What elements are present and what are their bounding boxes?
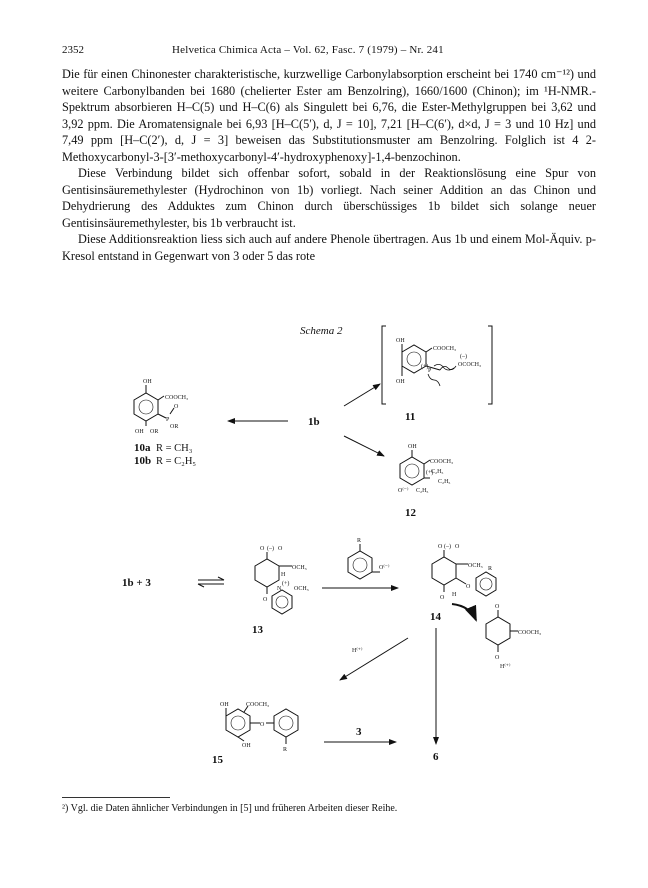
svg-text:C₂H₅: C₂H₅ xyxy=(438,479,451,485)
svg-text:OH: OH xyxy=(220,702,229,708)
svg-text:COOCH₃: COOCH₃ xyxy=(433,346,457,352)
svg-text:O: O xyxy=(278,546,283,552)
compound-13 xyxy=(255,545,309,614)
svg-text:(–): (–) xyxy=(460,354,467,360)
svg-text:R: R xyxy=(283,747,288,753)
compound-14 xyxy=(432,543,496,601)
phenolate-reagent xyxy=(348,538,390,579)
svg-text:OH: OH xyxy=(396,379,405,385)
svg-text:(–): (–) xyxy=(267,546,274,552)
journal-running-title: Helvetica Chimica Acta – Vol. 62, Fasc. 7 (1979) – Nr. 241 xyxy=(172,44,444,56)
svg-text:H⁽⁺⁾: H⁽⁺⁾ xyxy=(500,664,511,670)
label-10a: 10a xyxy=(134,442,151,454)
scheme-2-figure xyxy=(62,320,596,790)
r-10b: R = C₂H₅ xyxy=(156,456,197,467)
svg-text:C₂H₅: C₂H₅ xyxy=(431,469,444,475)
svg-text:P: P xyxy=(428,368,432,374)
svg-text:O: O xyxy=(495,655,500,661)
body-text xyxy=(62,66,596,264)
compound-15 xyxy=(220,702,298,753)
svg-text:P: P xyxy=(166,417,170,423)
svg-text:OCOCH₃: OCOCH₃ xyxy=(458,362,482,368)
svg-text:OH: OH xyxy=(135,429,144,435)
svg-text:OCH₃: OCH₃ xyxy=(468,563,483,569)
svg-text:(+): (+) xyxy=(426,470,434,476)
svg-text:O: O xyxy=(263,597,268,603)
svg-text:COOCH₃: COOCH₃ xyxy=(430,459,454,465)
arrow-to-12 xyxy=(344,436,384,456)
svg-text:O: O xyxy=(260,722,265,728)
svg-text:H: H xyxy=(452,592,457,598)
svg-text:O: O xyxy=(438,544,443,550)
svg-text:O: O xyxy=(466,584,471,590)
svg-text:OCH₃: OCH₃ xyxy=(294,586,309,592)
compound-12 xyxy=(398,444,453,494)
svg-text:OH: OH xyxy=(242,743,251,749)
svg-text:R: R xyxy=(357,538,362,544)
svg-text:OH: OH xyxy=(408,444,417,450)
label-6: 6 xyxy=(433,751,439,763)
svg-text:C₂H₅: C₂H₅ xyxy=(416,488,429,494)
svg-text:COOCH₃: COOCH₃ xyxy=(246,702,270,708)
svg-text:(+): (+) xyxy=(282,581,290,587)
svg-text:O: O xyxy=(260,546,265,552)
label-13: 13 xyxy=(252,624,263,636)
r-10a: R = CH₃ xyxy=(156,443,193,454)
svg-text:O⁽⁻⁾: O⁽⁻⁾ xyxy=(379,565,390,571)
page-number: 2352 xyxy=(62,44,84,56)
svg-text:H: H xyxy=(281,572,286,578)
label-1b-plus-3: 1b + 3 xyxy=(122,577,151,589)
svg-text:O: O xyxy=(174,404,179,410)
svg-text:COOCH₃: COOCH₃ xyxy=(518,630,542,636)
svg-text:OR: OR xyxy=(150,429,159,435)
reaction-scheme xyxy=(62,320,596,790)
arrow-14-to-15 xyxy=(340,638,408,680)
svg-text:OCH₃: OCH₃ xyxy=(292,565,307,571)
compound-11 xyxy=(382,326,492,404)
h-plus-label: H⁽⁺⁾ xyxy=(352,648,363,654)
paragraph-1: Die für einen Chinonester charakteristische, kurzwellige Carbonylabsorption erscheint bei 1740 cm⁻¹²) und weitere Carbonylbanden bei 1680 (chelierter Ester am Benzolring), 1660/1600 (Chinon); im ¹H-NMR.-Spektrum absorbieren H–C(5) und H–C(6) als Singulett bei 6,76, die Ester-Methylgruppen bei 3,62 und 3,92 ppm. Die Aromatensignale bei 6,93 [H–C(5′), d, J = 10], 7,21 [H–C(6′), d×d, J = 3 und 10 Hz] und 7,49 ppm [H–C(2′), d, J = 3] beweisen das Substitutionsmuster am Benzolring. Folglich ist 4 2-Methoxycarbonyl-3-[3′-methoxycarbonyl-4′-hydroxyphenoxy]-1,4-benzochinon. xyxy=(62,67,596,164)
svg-text:(+): (+) xyxy=(421,364,429,370)
label-10b: 10b xyxy=(134,455,152,467)
label-15: 15 xyxy=(212,754,223,766)
svg-text:O: O xyxy=(440,595,445,601)
equilibrium-arrow xyxy=(198,577,224,587)
scheme-title: Schema 2 xyxy=(300,325,343,337)
label-12: 12 xyxy=(405,507,416,519)
svg-text:O⁽⁻⁾: O⁽⁻⁾ xyxy=(398,488,409,494)
label-14: 14 xyxy=(430,611,441,623)
paragraph-3: Diese Additionsreaktion liess sich auch auf andere Phenole übertragen. Aus 1b und einem Mol-Äquiv. p-Kresol entstand in Gegenwart von 3 oder 5 das rote xyxy=(62,232,596,263)
svg-text:R: R xyxy=(488,566,493,572)
footnote-rule xyxy=(62,797,170,798)
svg-text:OH: OH xyxy=(143,379,152,385)
label-1b-center: 1b xyxy=(308,416,320,428)
reagent-3-label: 3 xyxy=(356,726,362,738)
svg-text:O: O xyxy=(455,544,460,550)
svg-text:OR: OR xyxy=(170,424,179,430)
label-11: 11 xyxy=(405,411,416,423)
quinone-fragment xyxy=(486,604,541,670)
curved-arrow xyxy=(452,604,476,620)
compound-10 xyxy=(134,379,188,435)
svg-text:COOCH₃: COOCH₃ xyxy=(165,395,189,401)
svg-text:O: O xyxy=(495,604,500,610)
svg-text:(–): (–) xyxy=(444,544,451,550)
paragraph-2: Diese Verbindung bildet sich offenbar sofort, sobald in der Reaktionslösung eine Spur von Gentisinsäuremethylester (Hydrochinon von 1b) vorliegt. Nach seiner Addition an das Chinon und Dehydrierung des Adduktes zum Chinon durch überschüssiges 1b bildet sich solange neuer Gentisinsäuremethylester, bis 1b verbraucht ist. xyxy=(62,166,596,230)
footnote-2: ²) Vgl. die Daten ähnlicher Verbindungen in [5] und früheren Arbeiten dieser Reihe. xyxy=(62,803,398,814)
svg-text:N: N xyxy=(277,586,282,592)
svg-text:OH: OH xyxy=(396,338,405,344)
arrow-to-11 xyxy=(344,384,380,406)
